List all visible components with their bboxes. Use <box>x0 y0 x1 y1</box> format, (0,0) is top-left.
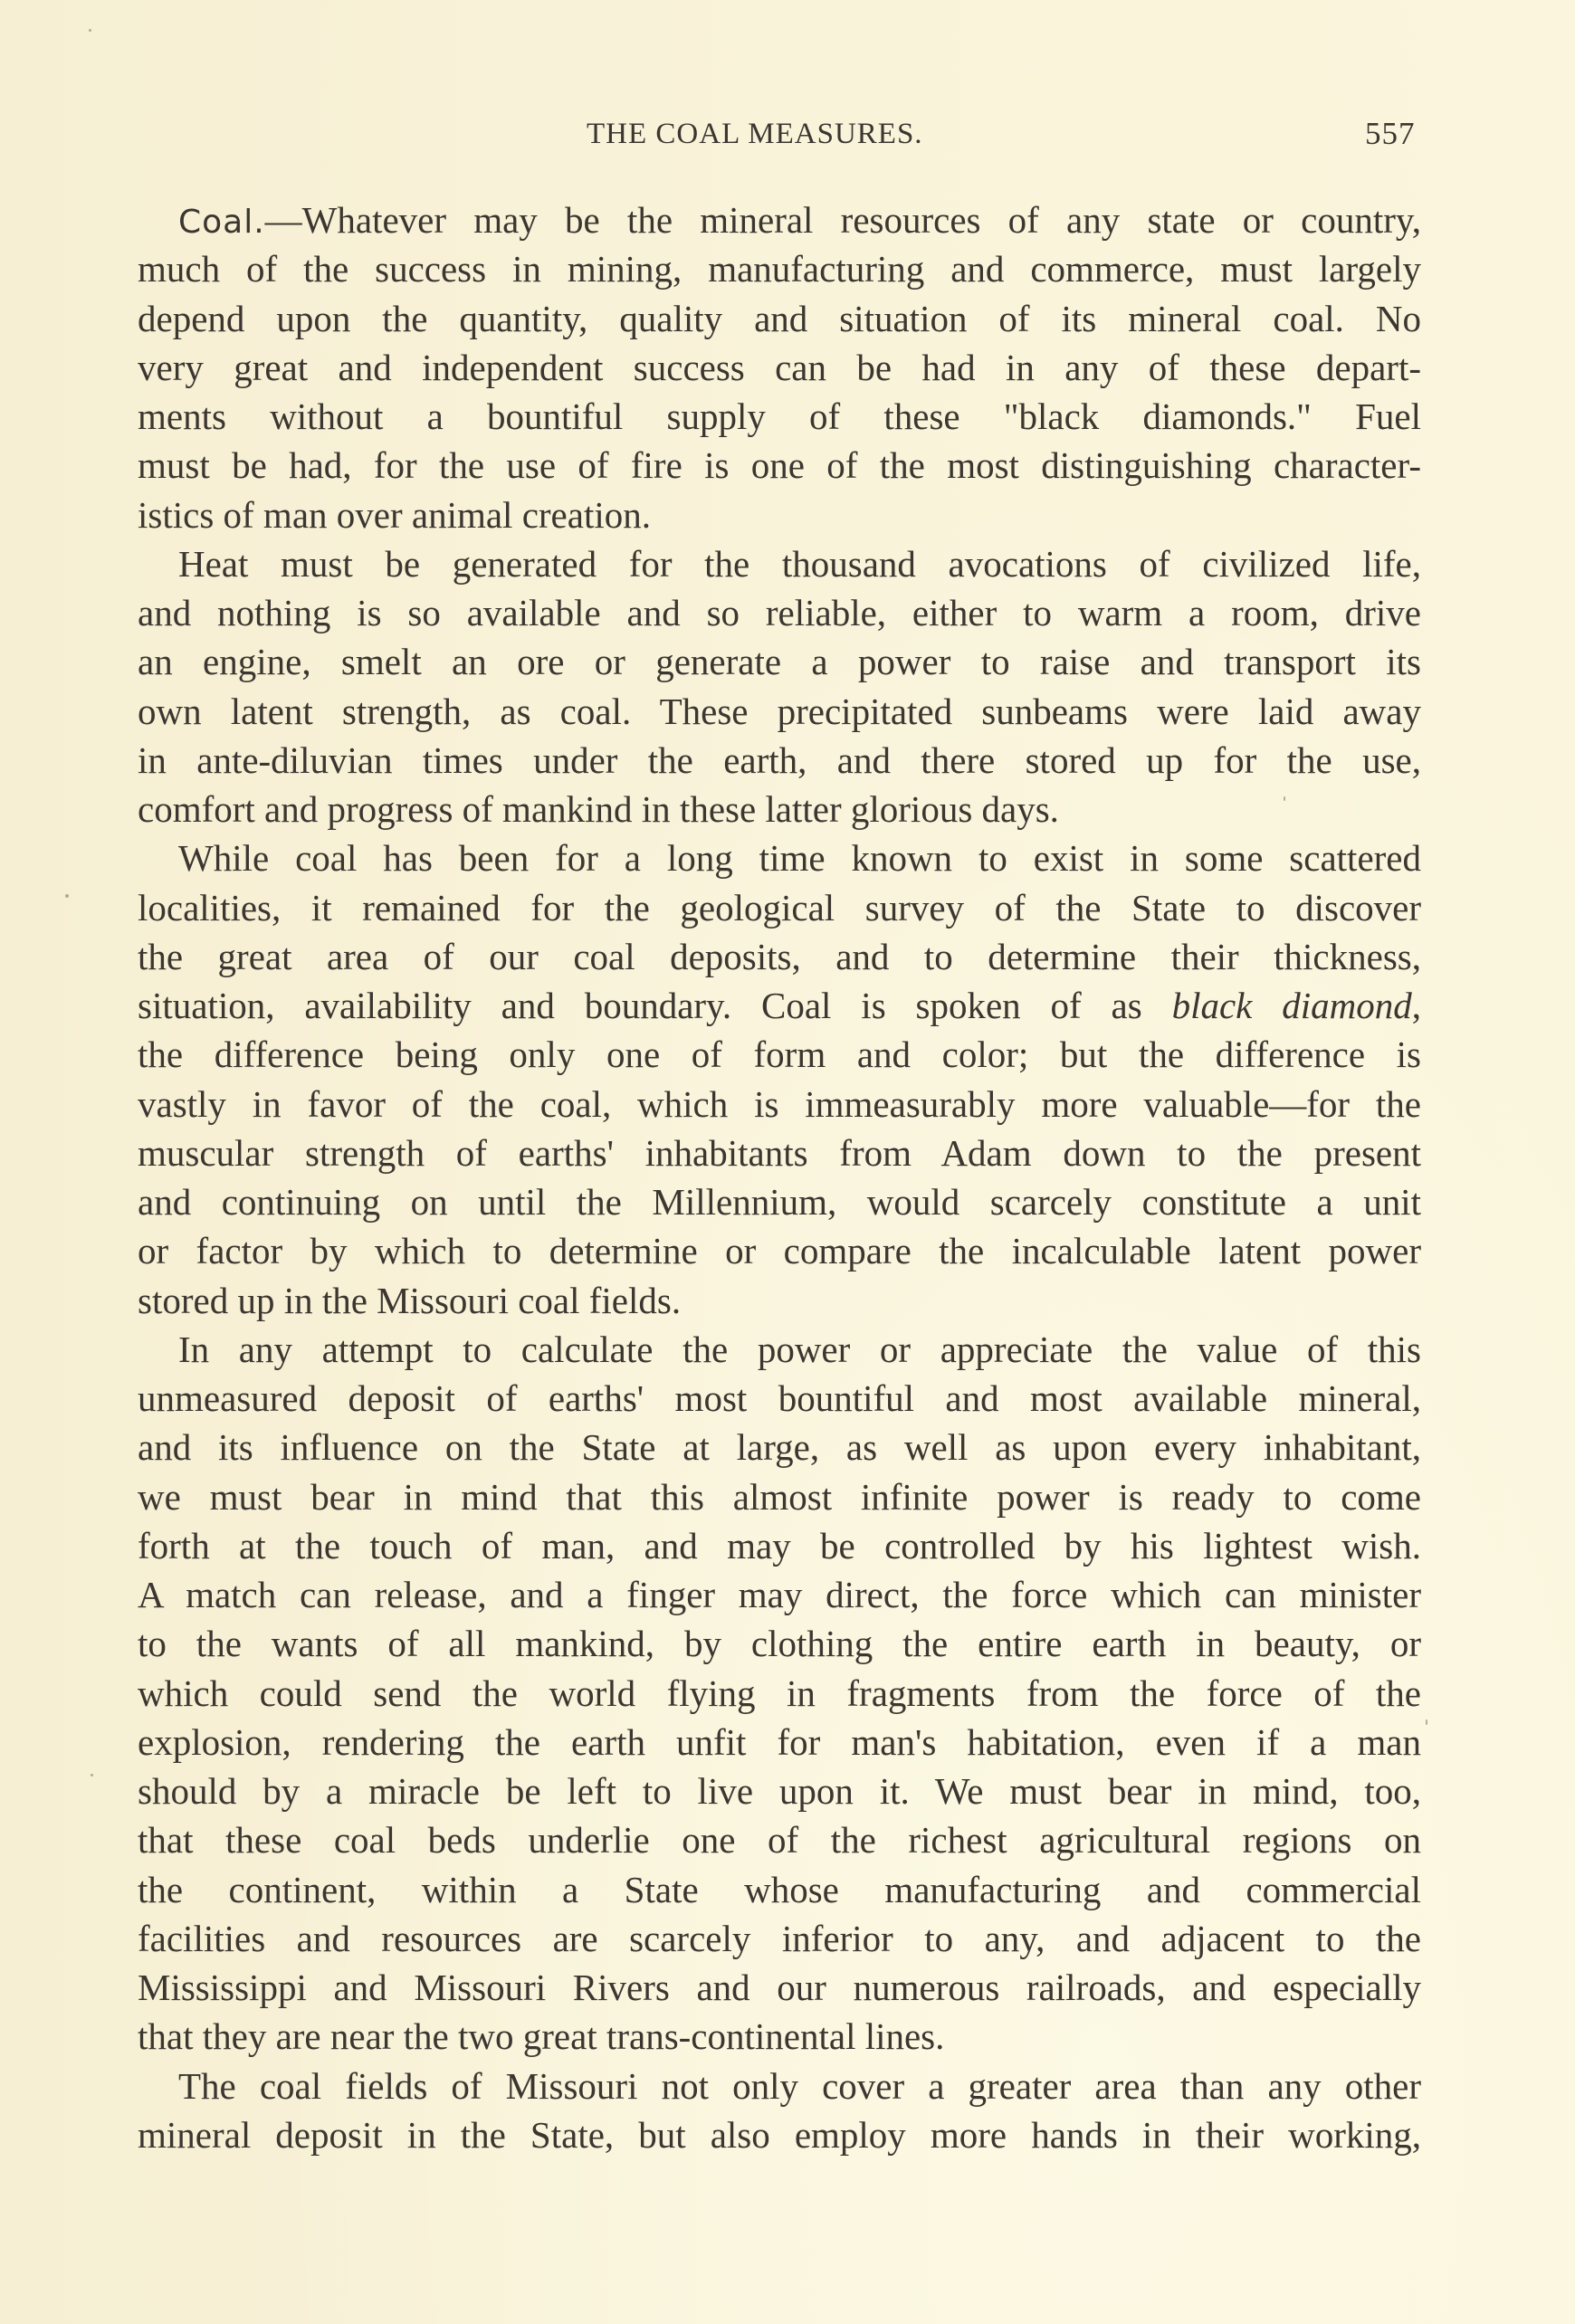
text-line: and its influence on the State at large, as well as upon every inhabitant, <box>138 1426 1421 1469</box>
paragraph-coal-fields <box>138 2062 1421 2160</box>
text-line: we must bear in mind that this almost infinite power is ready to come <box>138 1475 1421 1518</box>
text-line-content: situation, availability and boundary. Coal is spoken of as <box>138 985 1172 1026</box>
paper-speck <box>1284 796 1285 801</box>
text-line: and continuing on until the Millennium, would scarcely constitute a unit <box>138 1181 1421 1223</box>
text-line: The coal fields of Missouri not only cover a greater area than any other <box>178 2064 1421 2107</box>
text-line: istics of man over animal creation. <box>138 493 651 536</box>
text-line: the great area of our coal deposits, and to determine their thickness, <box>138 935 1421 977</box>
text-line: or factor by which to determine or compare the incalculable latent power <box>138 1230 1421 1272</box>
paper-speck <box>1426 1719 1427 1725</box>
paper-speck <box>89 29 91 32</box>
text-line: to the wants of all mankind, by clothing the entire earth in beauty, or <box>138 1623 1421 1665</box>
paragraph-geological-survey <box>138 833 1421 1325</box>
body-text <box>138 195 1421 2159</box>
text-line: that they are near the two great trans-continental lines. <box>138 2015 945 2058</box>
text-line: which could send the world flying in fragments from the force of the <box>138 1672 1421 1714</box>
text-line: in ante-diluvian times under the earth, and there stored up for the use, <box>138 738 1421 781</box>
paragraph-heat <box>138 539 1421 834</box>
text-line: facilities and resources are scarcely inferior to any, and adjacent to the <box>138 1917 1421 1959</box>
text-line: unmeasured deposit of earths' most bountiful and most available mineral, <box>138 1377 1421 1419</box>
paragraph-coal-intro <box>138 195 1421 539</box>
text-line: While coal has been for a long time known to exist in some scattered <box>178 837 1421 880</box>
text-line: explosion, rendering the earth unfit for man's habitation, even if a man <box>138 1720 1421 1763</box>
running-title: THE COAL MEASURES. <box>587 118 923 150</box>
text-line <box>138 981 1421 1030</box>
text-line: must be had, for the use of fire is one of the most distinguishing character- <box>138 444 1421 487</box>
section-lead-heading: Coal. <box>178 204 265 241</box>
text-line: In any attempt to calculate the power or appreciate the value of this <box>178 1328 1421 1370</box>
text-line: should by a miracle be left to live upon it. We must bear in mind, too, <box>138 1770 1421 1812</box>
text-line: much of the success in mining, manufacturing and commerce, must largely <box>138 248 1421 290</box>
text-line: muscular strength of earths' inhabitants from Adam down to the present <box>138 1131 1421 1174</box>
text-line: Heat must be generated for the thousand avocations of civilized life, <box>178 542 1421 585</box>
text-line: forth at the touch of man, and may be controlled by his lightest wish. <box>138 1524 1421 1567</box>
text-line: the difference being only one of form and color; but the difference is <box>138 1033 1421 1076</box>
text-line: stored up in the Missouri coal fields. <box>138 1279 682 1321</box>
text-line: localities, it remained for the geological survey of the State to discover <box>138 886 1421 929</box>
paper-speck <box>91 1774 93 1776</box>
text-line: ments without a bountiful supply of these "black diamonds." Fuel <box>138 395 1421 437</box>
text-line: own latent strength, as coal. These precipitated sunbeams were laid away <box>138 690 1421 732</box>
text-line <box>138 195 1421 244</box>
text-line: A match can release, and a finger may direct, the force which can minister <box>138 1574 1421 1615</box>
text-line: that these coal beds underlie one of the richest agricultural regions on <box>138 1819 1421 1862</box>
text-line: an engine, smelt an ore or generate a power to raise and transport its <box>138 641 1421 683</box>
paper-speck <box>65 894 69 898</box>
text-line-content: —Whatever may be the mineral resources of any state or country, <box>264 199 1421 241</box>
text-line: comfort and progress of mankind in these latter glorious days. <box>138 788 1059 830</box>
text-line: vastly in favor of the coal, which is immeasurably more valuable—for the <box>138 1082 1421 1125</box>
text-line: the continent, within a State whose manufacturing and commercial <box>138 1868 1421 1910</box>
text-line: and nothing is so available and so reliable, either to warm a room, drive <box>138 592 1421 633</box>
text-line: depend upon the quantity, quality and situation of its mineral coal. No <box>138 297 1421 339</box>
page-number: 557 <box>1365 116 1416 151</box>
text-line: Mississippi and Missouri Rivers and our numerous railroads, and especially <box>138 1967 1421 2008</box>
italic-phrase: black diamond <box>1171 985 1412 1026</box>
text-line: very great and independent success can be had in any of these depart- <box>138 346 1421 388</box>
paragraph-calculate-power <box>138 1325 1421 2062</box>
running-head <box>0 116 1575 152</box>
italic-trailing-punct: , <box>1411 985 1421 1026</box>
text-line: mineral deposit in the State, but also employ more hands in their working, <box>138 2113 1421 2156</box>
